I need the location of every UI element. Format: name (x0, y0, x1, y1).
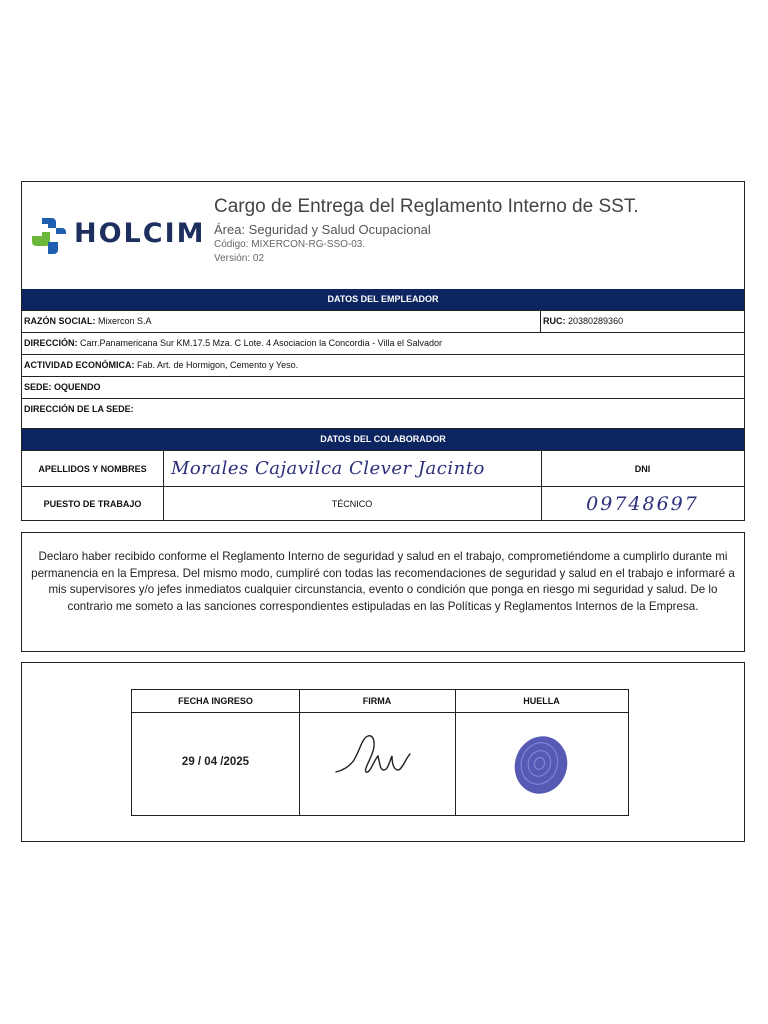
date-header: FECHA INGRESO (178, 696, 253, 706)
dni-label: DNI (541, 450, 744, 486)
actividad-label: ACTIVIDAD ECONÓMICA: (24, 360, 135, 370)
grid-divider (163, 450, 164, 521)
direccion-value: Carr.Panamericana Sur KM.17.5 Mza. C Lote. 4 Asociacion la Concordia - Villa el Salvador (80, 338, 443, 348)
holcim-logo-text: HOLCIM (74, 218, 206, 249)
direccion-label: DIRECCIÓN: (24, 338, 78, 348)
fingerprint-image (512, 734, 570, 796)
holcim-mark-icon (28, 216, 70, 256)
holcim-logo (28, 216, 208, 256)
document-title: Cargo de Entrega del Reglamento Interno de SST. (214, 196, 639, 217)
column-divider (299, 690, 300, 815)
sede-value: OQUENDO (54, 382, 101, 392)
direccion-row (22, 332, 744, 354)
sede-label: SEDE: (24, 382, 52, 392)
employer-section-title: DATOS DEL EMPLEADOR (22, 289, 744, 310)
direccion-sede-row (22, 398, 744, 422)
document-code: Código: MIXERCON-RG-SSO-03. (214, 239, 366, 250)
names-value-handwritten: Morales Cajavilca Clever Jacinto (163, 450, 541, 486)
sede-row (22, 376, 744, 398)
position-value: TÉCNICO (163, 486, 541, 521)
ruc-value: 20380289360 (568, 316, 624, 326)
actividad-row (22, 354, 744, 376)
razon-social-row (22, 310, 744, 332)
razon-social-value: Mixercon S.A (98, 316, 152, 326)
signature-header: FIRMA (362, 696, 392, 706)
fingerprint-header: HUELLA (523, 696, 560, 706)
signature-image (332, 730, 417, 780)
column-divider (455, 690, 456, 815)
signature-table (131, 689, 629, 816)
date-value: 29 / 04 /2025 (181, 756, 250, 768)
signature-box (21, 662, 745, 842)
document-version: Versión: 02 (214, 253, 265, 264)
collaborator-grid (22, 450, 744, 521)
collaborator-section-title: DATOS DEL COLABORADOR (22, 428, 744, 450)
header-form (21, 181, 745, 521)
ruc-label: RUC: (543, 316, 566, 326)
document-area: Área: Seguridad y Salud Ocupacional (214, 222, 431, 237)
ruc-cell (540, 311, 623, 332)
declaration-box (21, 532, 745, 652)
razon-social-label: RAZÓN SOCIAL: (24, 316, 96, 326)
direccion-sede-label: DIRECCIÓN DE LA SEDE: (24, 404, 134, 414)
grid-divider (541, 450, 542, 521)
declaration-text: Declaro haber recibido conforme el Reglamento Interno de seguridad y salud en el trabajo, comprometiéndome a cumplirlo durante mi permanencia en la Empresa. Del mismo modo, cumpliré con todas las recomendaciones de seguridad y salud en el trabajo e informaré a mis supervisores y/o jefes inmediatos cualquier circunstancia, evento o condición que ponga en riesgo mi seguridad y salud. De lo contrario me someto a las sanciones correspondientes estipuladas en las Políticas y Reglamentos Internos de la Empresa. (31, 550, 735, 613)
position-label: PUESTO DE TRABAJO (22, 486, 163, 521)
header-divider (132, 712, 628, 713)
names-label: APELLIDOS Y NOMBRES (22, 450, 163, 486)
dni-value-handwritten: 09748697 (541, 486, 744, 521)
actividad-value: Fab. Art. de Hormigon, Cemento y Yeso. (137, 360, 299, 370)
